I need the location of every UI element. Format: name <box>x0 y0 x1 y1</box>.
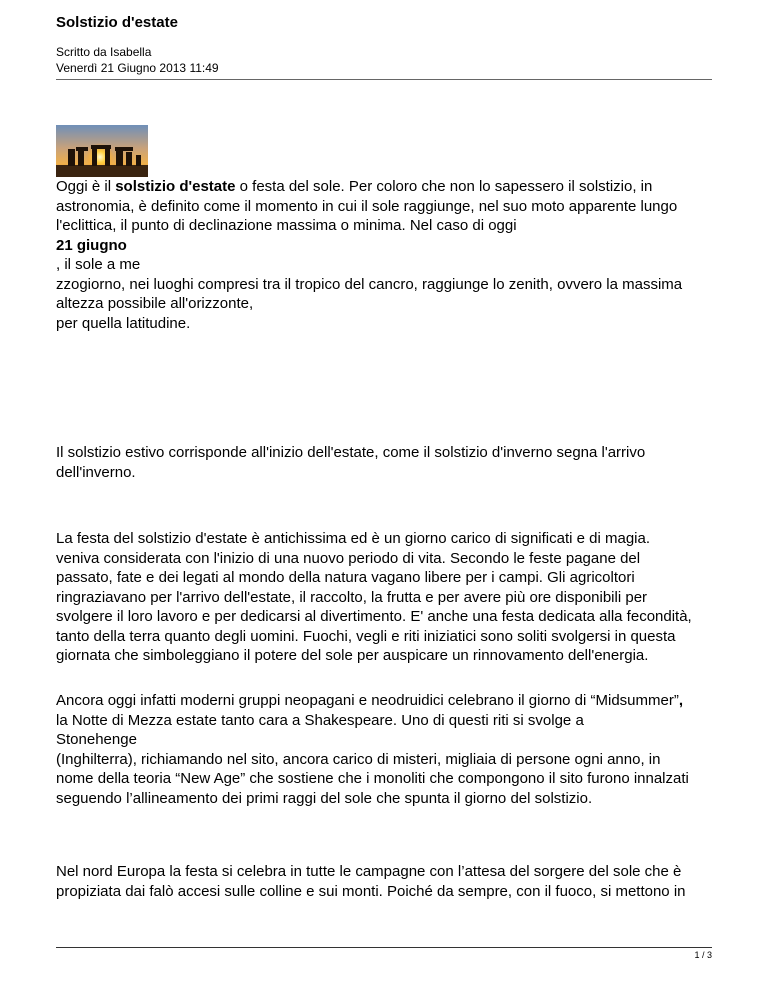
text-line: svolgere il loro lavoro e per dedicarsi al divertimento. E' anche una festa dedicata alla fecondità, <box>56 608 692 625</box>
text-line: seguendo l’allineamento dei primi raggi del sole che spunta il giorno del solstizio. <box>56 789 593 807</box>
paragraph-intro <box>56 177 712 333</box>
text-line: Ancora oggi infatti moderni gruppi neopagani e neodruidici celebrano il giorno di “Midsummer”, <box>56 692 684 709</box>
text-line: Oggi è il solstizio d'estate o festa del sole. Per coloro che non lo sapessero il solstizio, in <box>56 178 653 195</box>
text-line: dell'inverno. <box>56 463 136 481</box>
paragraph-festival <box>56 529 716 666</box>
footer-divider <box>56 947 712 948</box>
text-line: propiziata dai falò accesi sulle colline e sui monti. Poiché da sempre, con il fuoco, si mettono in <box>56 882 686 900</box>
text-line: per quella latitudine. <box>56 314 191 332</box>
text-line: la Notte di Mezza estate tanto cara a Shakespeare. Uno di questi riti si svolge a <box>56 711 584 729</box>
text-line: zzogiorno, nei luoghi compresi tra il tropico del cancro, raggiunge lo zenith, ovvero la massima <box>56 275 683 293</box>
text-line: Nel nord Europa la festa si celebra in tutte le campagne con l’attesa del sorgere del sole che è <box>56 863 682 880</box>
text-line <box>56 236 712 256</box>
stonehenge-sunset-photo <box>56 125 148 177</box>
text-line: veniva considerata con l'inizio di una nuovo periodo di vita. Secondo le feste pagane del <box>56 549 641 567</box>
bold-date: 21 giugno <box>56 236 127 254</box>
text-line: giornata che simboleggiano il potere del sole per auspicare un rinnovamento dell'energia. <box>56 647 649 664</box>
text-line: Stonehenge <box>56 731 137 748</box>
text-line: Il solstizio estivo corrisponde all'inizio dell'estate, come il solstizio d'inverno segna l'arrivo <box>56 444 646 461</box>
text-line: passato, fate e dei legati al mondo della natura vagano libere per i campi. Gli agricoltori <box>56 569 635 586</box>
text-line: nome della teoria “New Age” che sostiene che i monoliti che compongono il sito furono innalzati <box>56 770 689 787</box>
text-line: , il sole a me <box>56 256 141 273</box>
paragraph-solstice-summer <box>56 443 712 482</box>
text-line: La festa del solstizio d'estate è antichissima ed è un giorno carico di significati e di magia. <box>56 530 651 547</box>
header-divider <box>56 79 712 80</box>
text-line: tanto della terra quanto degli uomini. Fuochi, vegli e riti iniziatici sono soliti svolgersi in questa <box>56 627 676 645</box>
paragraph-north-europe <box>56 862 716 901</box>
article-date: Venerdì 21 Giugno 2013 11:49 <box>56 61 219 75</box>
bold-term: solstizio d'estate <box>115 178 236 195</box>
text-line: (Inghilterra), richiamando nel sito, ancora carico di misteri, migliaia di persone ogni anno, in <box>56 750 661 768</box>
text-line: l'eclittica, il punto di declinazione massima o minima. Nel caso di oggi <box>56 217 517 234</box>
text-line: astronomia, è definito come il momento in cui il sole raggiunge, nel suo moto apparente lungo <box>56 197 678 215</box>
article-title: Solstizio d'estate <box>56 14 178 31</box>
text-line: altezza possibile all'orizzonte, <box>56 295 254 312</box>
page-number: 1 / 3 <box>694 950 712 960</box>
article-author: Scritto da Isabella <box>56 45 152 59</box>
text-line: ringraziavano per l'arrivo dell'estate, il raccolto, la frutta e per avere più ore disponibili per <box>56 588 648 606</box>
paragraph-midsummer <box>56 691 716 808</box>
